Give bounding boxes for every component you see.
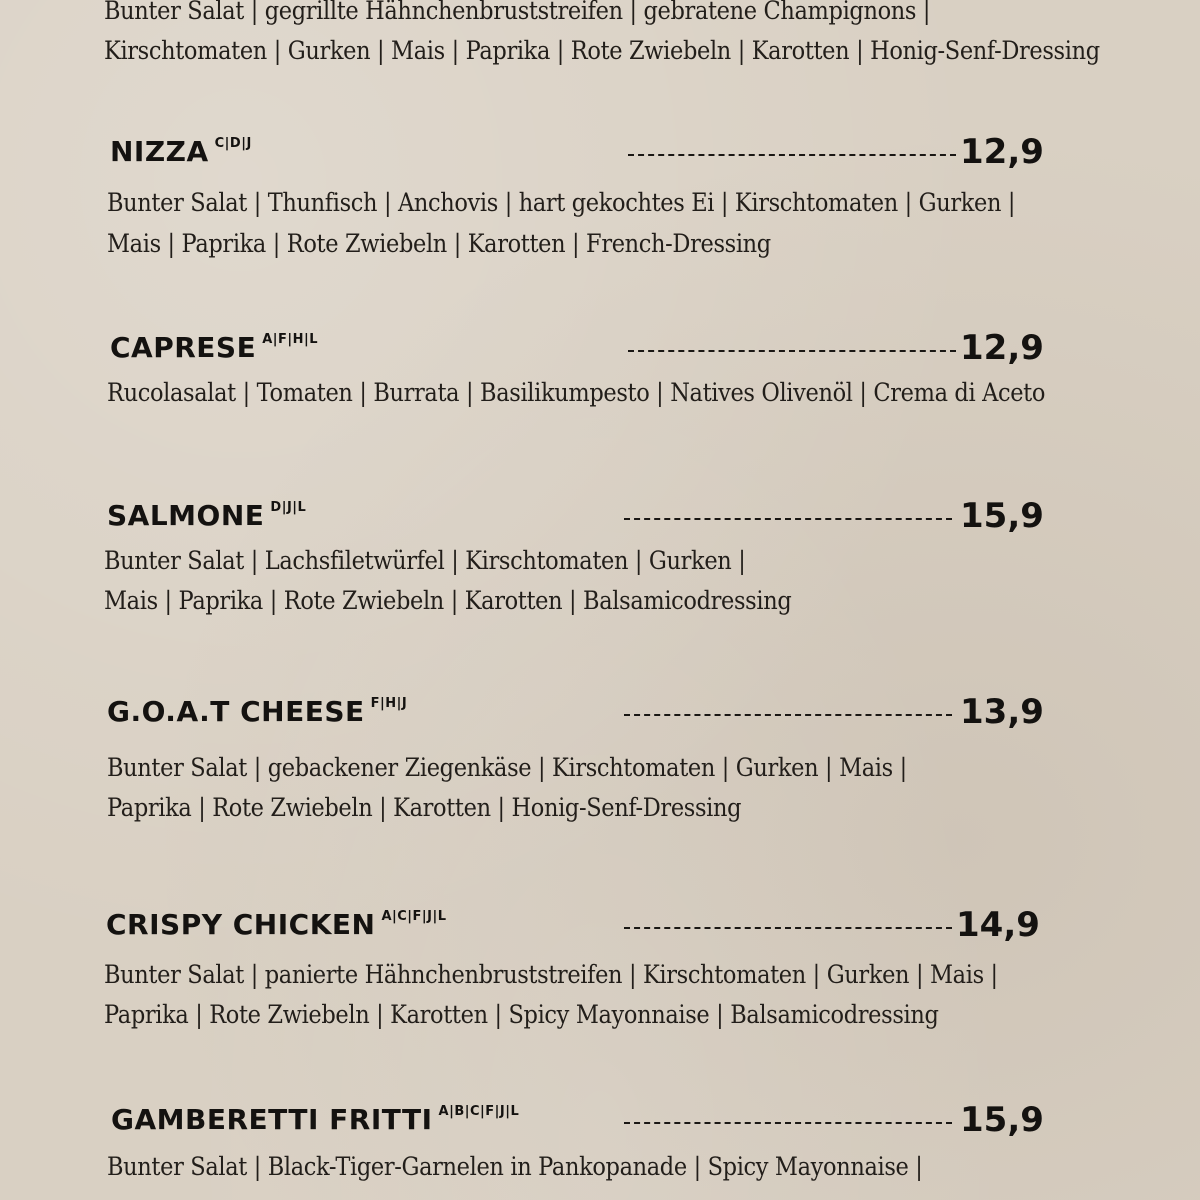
item-header: [0, 132, 1200, 172]
item-description-line: Bunter Salat | gebackener Ziegenkäse | Kirschtomaten | Gurken | Mais |: [107, 753, 907, 782]
item-price: 13,9: [960, 692, 1044, 732]
item-header: [0, 905, 1200, 945]
item-description-line: Bunter Salat | Thunfisch | Anchovis | hart gekochtes Ei | Kirschtomaten | Gurken |: [107, 188, 1016, 217]
item-description-line: Paprika | Rote Zwiebeln | Karotten | Honig-Senf-Dressing: [107, 793, 742, 822]
item-description-line: Rucolasalat | Tomaten | Burrata | Basilikumpesto | Natives Olivenöl | Crema di Aceto: [107, 378, 1046, 407]
item-description-line: Bunter Salat | gegrillte Hähnchenbruststreifen | gebratene Champignons |: [104, 0, 931, 25]
price-leader: [624, 1122, 952, 1124]
allergen-codes: A|B|C|F|J|L: [438, 1104, 520, 1119]
item-header: [0, 496, 1200, 536]
item-name: G.O.A.T CHEESE $^{F|H|J}$: [107, 695, 408, 728]
price-leader: [628, 350, 956, 352]
item-header: [0, 328, 1200, 368]
item-description-line: Mais | Paprika | Rote Zwiebeln | Karotten | French-Dressing: [107, 229, 771, 258]
item-price: 15,9: [960, 1100, 1044, 1140]
allergen-codes: F|H|J: [370, 696, 408, 711]
allergen-codes: A|C|F|J|L: [381, 909, 447, 924]
allergen-codes: C|D|J: [214, 136, 252, 151]
item-name: SALMONE $^{D|J|L}$: [107, 499, 307, 532]
item-description-line: Kirschtomaten | Gurken | Mais | Paprika | Rote Zwiebeln | Karotten | Honig-Senf-Dressing: [104, 36, 1100, 65]
item-description-line: Bunter Salat | Black-Tiger-Garnelen in Pankopanade | Spicy Mayonnaise |: [107, 1152, 923, 1181]
price-leader: [628, 154, 956, 156]
price-leader: [624, 518, 952, 520]
allergen-codes: D|J|L: [270, 500, 307, 515]
item-price: 12,9: [960, 328, 1044, 368]
price-leader: [624, 927, 952, 929]
item-price: 15,9: [960, 496, 1044, 536]
item-description-line: Bunter Salat | Lachsfiletwürfel | Kirschtomaten | Gurken |: [104, 546, 746, 575]
item-header: [0, 1100, 1200, 1140]
item-price: 14,9: [956, 905, 1040, 945]
item-name: CRISPY CHICKEN $^{A|C|F|J|L}$: [106, 908, 447, 941]
item-description-line: Bunter Salat | panierte Hähnchenbruststreifen | Kirschtomaten | Gurken | Mais |: [104, 960, 998, 989]
item-name: GAMBERETTI FRITTI $^{A|B|C|F|J|L}$: [111, 1103, 520, 1136]
item-header: [0, 692, 1200, 732]
item-description-line: Paprika | Rote Zwiebeln | Karotten | Spicy Mayonnaise | Balsamicodressing: [104, 1000, 939, 1029]
price-leader: [624, 714, 952, 716]
item-name: CAPRESE $^{A|F|H|L}$: [110, 331, 319, 364]
item-price: 12,9: [960, 132, 1044, 172]
item-description-line: Mais | Paprika | Rote Zwiebeln | Karotten | Balsamicodressing: [104, 586, 792, 615]
item-name: NIZZA $^{C|D|J}$: [110, 135, 252, 168]
allergen-codes: A|F|H|L: [262, 332, 319, 347]
